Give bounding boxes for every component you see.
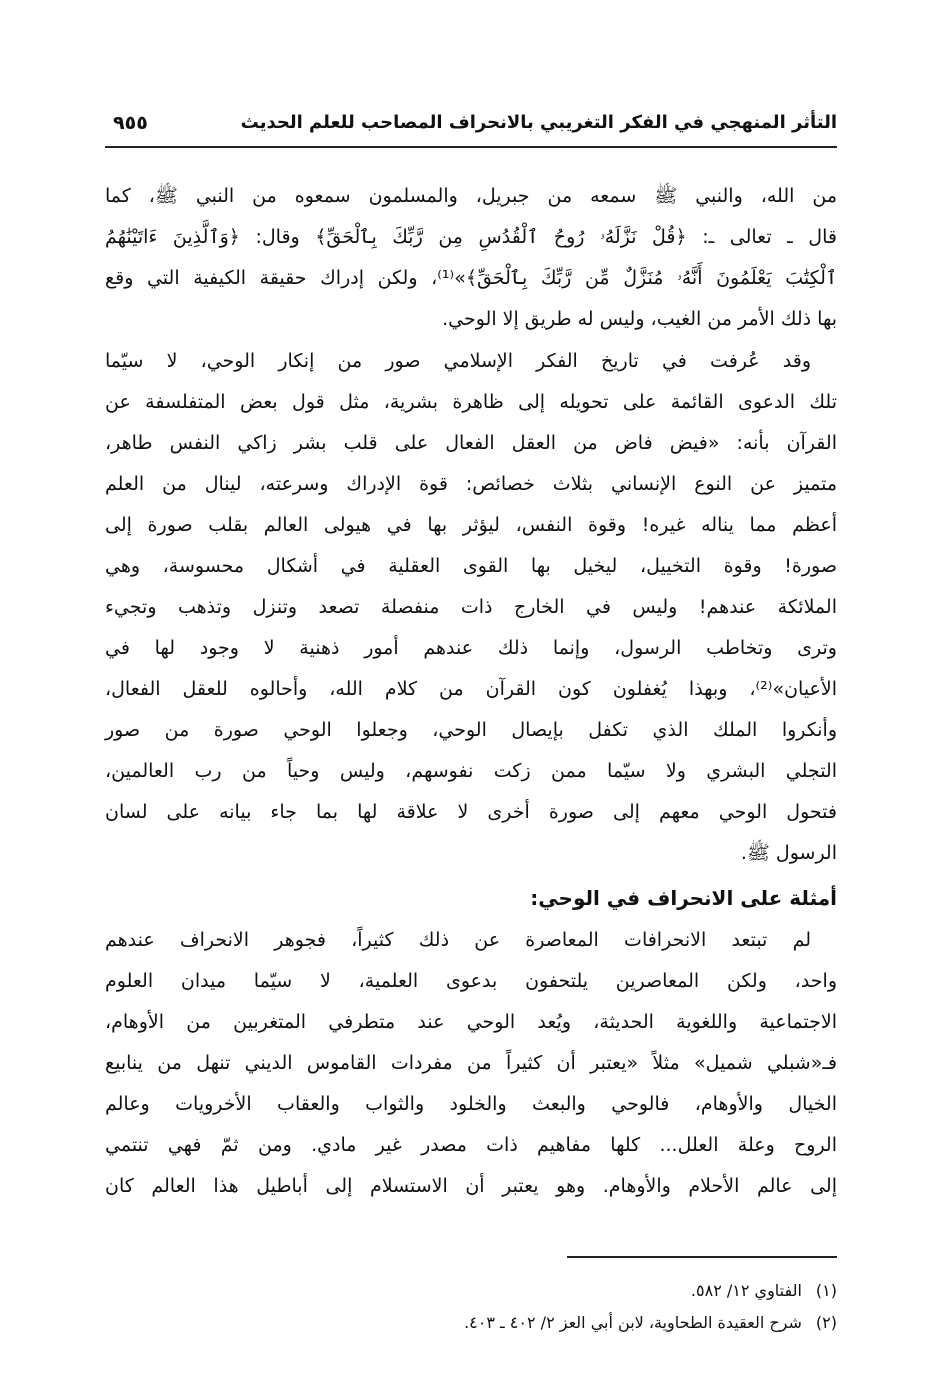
text-line: الرسول ﷺ.: [740, 842, 837, 864]
text-line: لم تبتعد الانحرافات المعاصرة عن ذلك كثيراً، فجوهر الانحراف عندهم: [105, 929, 811, 951]
text-line: الأعيان»⁽²⁾، وبهذا يُغفلون كون القرآن من كلام الله، وأحالوه للعقل الفعال،: [105, 678, 837, 700]
text-line: وأنكروا الملك الذي تكفل بإيصال الوحي، وجعلوا الوحي صورة من صور: [105, 719, 837, 741]
text-line: بها ذلك الأمر من الغيب، وليس له طريق إلا الوحي.: [442, 308, 837, 330]
footnote-text: الفتاوي ١٢/ ٥٨٢.: [690, 1281, 802, 1300]
text-line: صورة! وقوة التخييل، ليخيل بها القوى العقلية في أشكال محسوسة، وهي: [105, 555, 837, 577]
text-line: القرآن بأنه: «فيض فاض من العقل الفعال على قلب بشر زاكي النفس طاهر،: [105, 432, 837, 454]
footnote-number: (٢): [815, 1313, 837, 1332]
text-line: فـ«شبلي شميل» مثلاً «يعتبر أن كثيراً من مفردات القاموس الديني تنهل من ينابيع: [105, 1052, 837, 1074]
text-line: ٱلْكِتَٰبَ يَعْلَمُونَ أَنَّهُۥ مُنَزَّلٌ مِّن رَّبِّكَ بِٱلْحَقِّ﴾»⁽¹⁾، ولكن إدراك حقيقة الكيفية التي وقع: [105, 267, 838, 289]
page-number: ٩٥٥: [113, 112, 148, 134]
footnote-number: (١): [815, 1281, 837, 1300]
text-line: أعظم مما يناله غيره! وقوة النفس، ليؤثر بها في هيولى العالم بقلب صورة إلى: [105, 514, 837, 536]
footnote-2: [464, 1310, 837, 1336]
running-header: [105, 112, 837, 142]
text-line: متميز عن النوع الإنساني بثلاث خصائص: قوة الإدراك وسرعته، لينال من العلم: [105, 473, 837, 495]
text-line: فتحول الوحي معهم إلى صورة أخرى لا علاقة لها بما جاء بيانه على لسان: [105, 801, 837, 823]
text-line: من الله، والنبي ﷺ سمعه من جبريل، والمسلمون سمعوه من النبي ﷺ، كما: [105, 185, 837, 207]
text-line: قال ـ تعالى ـ: ﴿قُلْ نَزَّلَهُۥ رُوحُ ٱلْقُدُسِ مِن رَّبِّكَ بِٱلْحَقِّ﴾ وقال: ﴿وَٱلَّذِينَ ءَاتَيْنَٰهُمُ: [105, 226, 837, 248]
text-line: وترى وتخاطب الرسول، وإنما ذلك عندهم أمور ذهنية لا وجود لها في: [105, 637, 837, 659]
text-line: تلك الدعوى القائمة على تحويله إلى ظاهرة بشرية، مثل قول بعض المتفلسفة عن: [105, 391, 837, 413]
running-title: التأثر المنهجي في الفكر التغريبي بالانحراف المصاحب للعلم الحديث: [240, 112, 837, 133]
text-line: الملائكة عندهم! وليس في الخارج ذات منفصلة تصعد وتنزل وتذهب وتجيء: [105, 596, 837, 618]
text-line: الاجتماعية واللغوية الحديثة، ويُعد الوحي عند متطرفي المتغربين من الأوهام،: [105, 1011, 837, 1033]
header-rule: [105, 146, 837, 148]
footnote-text: شرح العقيدة الطحاوية، لابن أبي العز ٢/ ٤٠٢ ـ ٤٠٣.: [464, 1313, 802, 1332]
text-line: واحد، ولكن المعاصرين يلتحفون بدعوى العلمية، لا سيّما ميدان العلوم: [105, 970, 837, 992]
text-line: التجلي البشري ولا سيّما ممن زكت نفوسهم، وليس وحياً من رب العالمين،: [105, 760, 837, 782]
text-line: إلى عالم الأحلام والأوهام. وهو يعتبر أن الاستسلام إلى أباطيل هذا العالم كان: [105, 1175, 837, 1197]
footnote-1: [691, 1278, 837, 1304]
text-line: وقد عُرفت في تاريخ الفكر الإسلامي صور من إنكار الوحي، لا سيّما: [105, 350, 811, 372]
text-line: الروح وعلة العلل... كلها مفاهيم ذات مصدر غير مادي. ومن ثمّ فهي تنتمي: [105, 1134, 837, 1156]
text-line: الخيال والأوهام، فالوحي والبعث والخلود والثواب والعقاب الأخرويات وعالم: [105, 1093, 837, 1115]
section-heading: أمثلة على الانحراف في الوحي:: [530, 886, 837, 910]
footnote-rule: [567, 1256, 837, 1258]
